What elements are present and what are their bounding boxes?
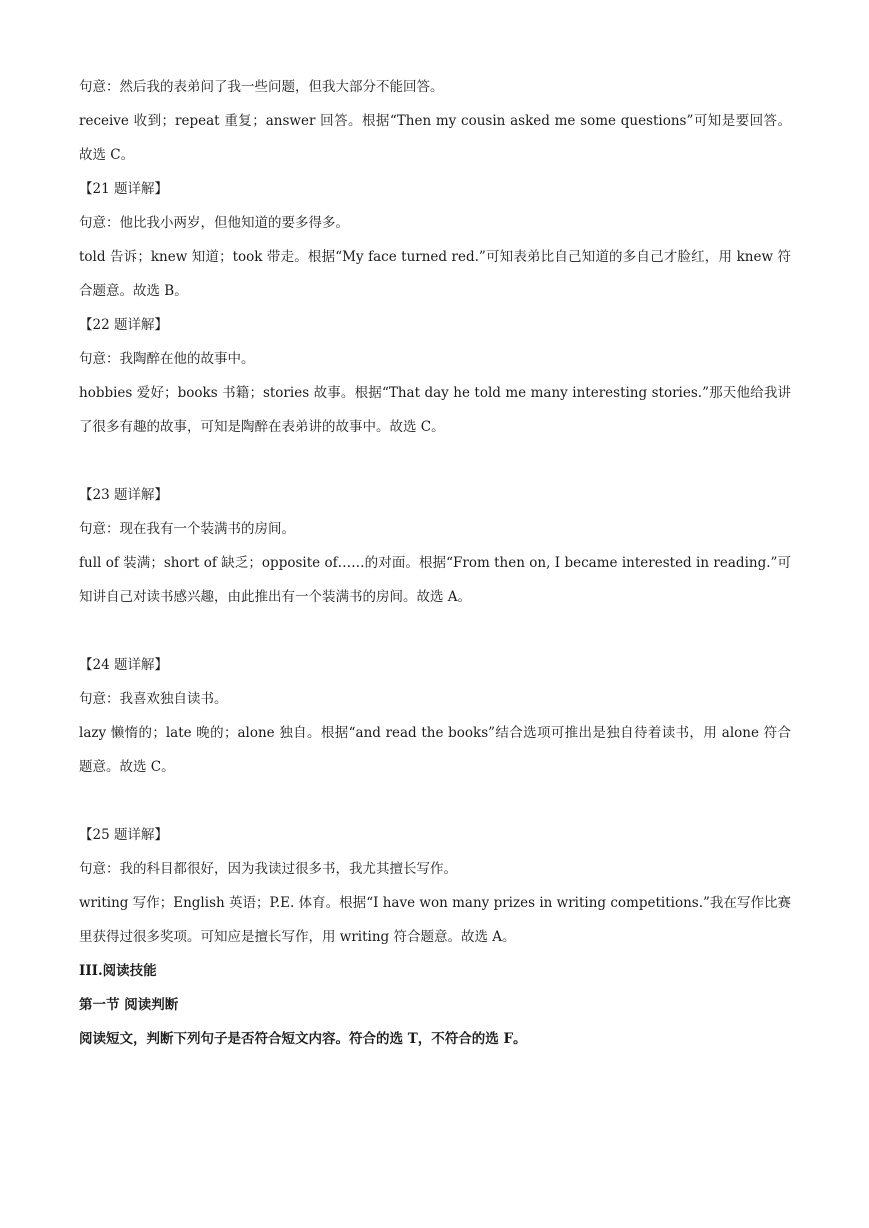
blank-line bbox=[79, 784, 791, 818]
question-heading-21: 【21 题详解】 bbox=[79, 181, 168, 197]
blank-line bbox=[79, 444, 791, 478]
question-heading-25: 【25 题详解】 bbox=[79, 827, 168, 843]
meaning-line: 句意：我喜欢独自读书。 bbox=[79, 691, 228, 707]
meaning-line: 句意：我的科目都很好，因为我读过很多书，我尤其擅长写作。 bbox=[79, 861, 457, 877]
question-heading-22: 【22 题详解】 bbox=[79, 317, 168, 333]
explanation-paragraph: writing 写作；English 英语；P.E. 体育。根据“I have won many prizes in writing competitions.”我在写作比赛里获得过很多奖项。可知应是擅长写作，用 writing 符合题意。故选 A。 bbox=[79, 895, 791, 945]
question-heading-23: 【23 题详解】 bbox=[79, 487, 168, 503]
explanation-paragraph: told 告诉；knew 知道；took 带走。根据“My face turned red.”可知表弟比自己知道的多自己才脸红，用 knew 符合题意。故选 B。 bbox=[79, 249, 791, 299]
meaning-line: 句意：我陶醉在他的故事中。 bbox=[79, 351, 255, 367]
question-heading-24: 【24 题详解】 bbox=[79, 657, 168, 673]
meaning-line: 句意：然后我的表弟问了我一些问题，但我大部分不能回答。 bbox=[79, 79, 444, 95]
instruction-text: 阅读短文，判断下列句子是否符合短文内容。符合的选 T，不符合的选 F。 bbox=[79, 1031, 527, 1047]
document-page bbox=[79, 70, 791, 1056]
meaning-line: 句意：他比我小两岁，但他知道的要多得多。 bbox=[79, 215, 349, 231]
explanation-paragraph: hobbies 爱好；books 书籍；stories 故事。根据“That day he told me many interesting stories.”那天他给我讲了很多有趣的故事，可知是陶醉在表弟讲的故事中。故选 C。 bbox=[79, 385, 791, 435]
meaning-line: 句意：现在我有一个装满书的房间。 bbox=[79, 521, 295, 537]
explanation-paragraph: receive 收到；repeat 重复；answer 回答。根据“Then my cousin asked me some questions”可知是要回答。故选 C。 bbox=[79, 113, 791, 163]
explanation-paragraph: full of 装满；short of 缺乏；opposite of……的对面。根据“From then on, I became interested in reading.”可知讲自己对读书感兴趣，由此推出有一个装满书的房间。故选 A。 bbox=[79, 555, 791, 605]
explanation-paragraph: lazy 懒惰的；late 晚的；alone 独自。根据“and read the books”结合选项可推出是独自待着读书，用 alone 符合题意。故选 C。 bbox=[79, 725, 791, 775]
subsection-title: 第一节 阅读判断 bbox=[79, 997, 179, 1013]
blank-line bbox=[79, 614, 791, 648]
section-title: III.阅读技能 bbox=[79, 963, 157, 979]
